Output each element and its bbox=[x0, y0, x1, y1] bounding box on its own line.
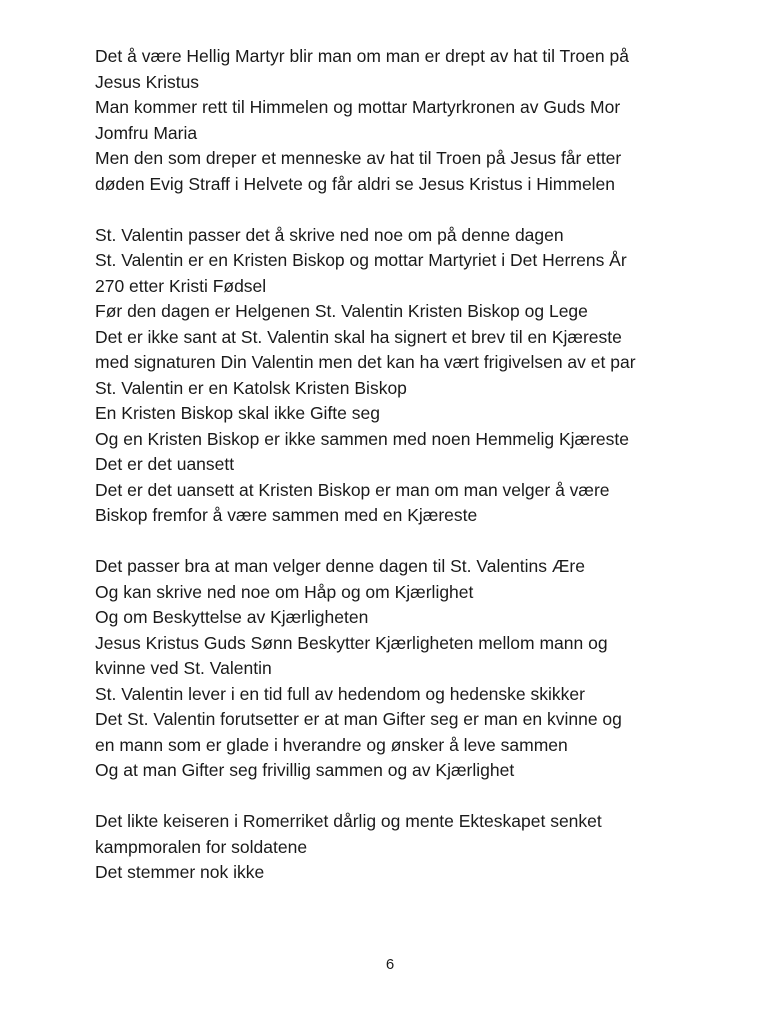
text-line: med signaturen Din Valentin men det kan ha vært frigivelsen av et par bbox=[95, 352, 636, 372]
text-line: Biskop fremfor å være sammen med en Kjæreste bbox=[95, 505, 478, 525]
text-line: Og om Beskyttelse av Kjærligheten bbox=[95, 607, 369, 627]
text-line: kvinne ved St. Valentin bbox=[95, 658, 272, 678]
paragraph-1 bbox=[95, 44, 715, 197]
text-line: Jesus Kristus Guds Sønn Beskytter Kjærligheten mellom mann og bbox=[95, 632, 608, 653]
text-line: St. Valentin er en Kristen Biskop og mottar Martyriet i Det Herrens År bbox=[95, 250, 627, 270]
text-line: kampmoralen for soldatene bbox=[95, 836, 308, 857]
text-line: St. Valentin passer det å skrive ned noe om på denne dagen bbox=[95, 224, 564, 245]
text-line: En Kristen Biskop skal ikke Gifte seg bbox=[95, 403, 380, 423]
text-line: Det stemmer nok ikke bbox=[95, 862, 265, 882]
text-line: Det passer bra at man velger denne dagen til St. Valentins Ære bbox=[95, 556, 585, 576]
text-line: Det er det uansett bbox=[95, 454, 235, 474]
text-line: Jesus Kristus bbox=[95, 71, 200, 92]
text-line: St. Valentin lever i en tid full av hedendom og hedenske skikker bbox=[95, 683, 585, 704]
text-line: Det er det uansett at Kristen Biskop er man om man velger å være bbox=[95, 479, 610, 500]
text-line: Det likte keiseren i Romerriket dårlig og mente Ekteskapet senket bbox=[95, 811, 602, 831]
text-line: Jomfru Maria bbox=[95, 122, 198, 143]
text-line: Det St. Valentin forutsetter er at man Gifter seg er man en kvinne og bbox=[95, 709, 622, 729]
paragraph-3 bbox=[95, 554, 715, 784]
text-line: Det er ikke sant at St. Valentin skal ha signert et brev til en Kjæreste bbox=[95, 326, 622, 347]
text-line: 270 etter Kristi Fødsel bbox=[95, 275, 267, 296]
text-line: Men den som dreper et menneske av hat til Troen på Jesus får etter bbox=[95, 148, 622, 168]
paragraph-4 bbox=[95, 809, 715, 886]
text-line: St. Valentin er en Katolsk Kristen Biskop bbox=[95, 377, 407, 398]
text-line: Før den dagen er Helgenen St. Valentin Kristen Biskop og Lege bbox=[95, 301, 588, 321]
body-text bbox=[95, 44, 715, 911]
text-line: Og en Kristen Biskop er ikke sammen med noen Hemmelig Kjæreste bbox=[95, 428, 629, 449]
text-line: en mann som er glade i hverandre og ønsker å leve sammen bbox=[95, 734, 568, 755]
paragraph-2 bbox=[95, 223, 715, 529]
text-line: Man kommer rett til Himmelen og mottar Martyrkronen av Guds Mor bbox=[95, 97, 621, 117]
text-line: Og at man Gifter seg frivillig sammen og av Kjærlighet bbox=[95, 760, 515, 780]
text-line: Det å være Hellig Martyr blir man om man er drept av hat til Troen på bbox=[95, 46, 629, 66]
text-line: Og kan skrive ned noe om Håp og om Kjærlighet bbox=[95, 581, 474, 602]
page-number: 6 bbox=[385, 956, 395, 973]
text-line: døden Evig Straff i Helvete og får aldri se Jesus Kristus i Himmelen bbox=[95, 173, 616, 194]
